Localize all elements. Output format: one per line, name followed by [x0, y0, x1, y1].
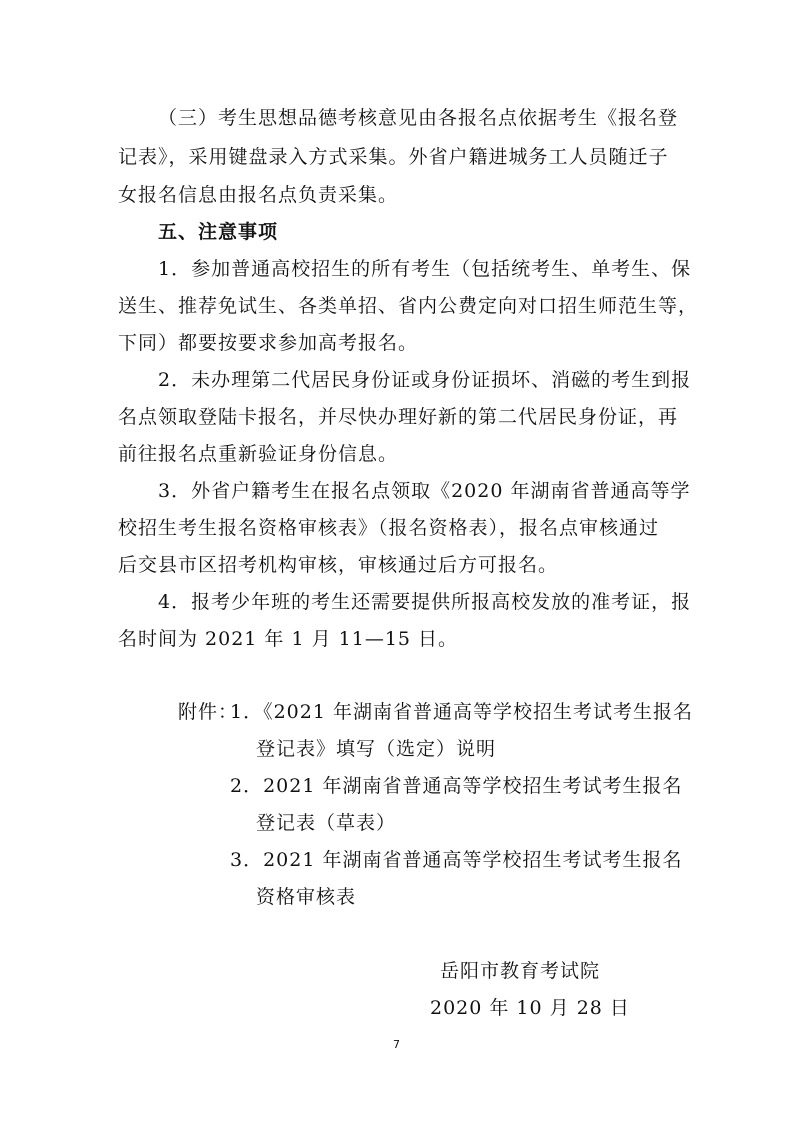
item2-line-1: 2．未办理第二代居民身份证或身份证损坏、消磁的考生到报	[158, 369, 692, 391]
item3-line-1: 3．外省户籍考生在报名点领取《2020 年湖南省普通高等学	[158, 480, 691, 502]
paragraph3-line-1: （三）考生思想品德考核意见由各报名点依据考生《报名登	[158, 107, 679, 129]
item2-line-2: 名点领取登陆卡报名，并尽快办理好新的第二代居民身份证，再	[118, 406, 679, 428]
signature-date: 2020 年 10 月 28 日	[430, 997, 630, 1019]
signature-org: 岳阳市教育考试院	[440, 960, 601, 982]
attachment3-line-2: 资格审核表	[256, 886, 357, 908]
item3-line-2: 校招生考生报名资格审核表》（报名资格表），报名点审核通过	[118, 517, 660, 539]
attachment3-line-1: 3．2021 年湖南省普通高等学校招生考试考生报名	[230, 849, 683, 871]
item3-line-3: 后交县市区招考机构审核，审核通过后方可报名。	[118, 554, 559, 576]
item4-line-2: 名时间为 2021 年 1 月 11—15 日。	[118, 628, 459, 650]
page-number: 7	[393, 1038, 400, 1051]
attachment2-line-1: 2．2021 年湖南省普通高等学校招生考试考生报名	[230, 775, 683, 797]
section5-heading: 五、注意事项	[158, 221, 279, 243]
item1-line-2: 送生、推荐免试生、各类单招、省内公费定向对口招生师范生等，	[118, 295, 699, 317]
paragraph3-line-2: 记表》，采用键盘录入方式采集。外省户籍进城务工人员随迁子	[118, 146, 669, 168]
attachments-label: 附件：	[178, 701, 239, 723]
paragraph3-line-3: 女报名信息由报名点负责采集。	[118, 184, 399, 206]
attachment1-line-1: 1．《2021 年湖南省普通高等学校招生考试考生报名	[230, 701, 693, 723]
item1-line-1: 1．参加普通高校招生的所有考生（包括统考生、单考生、保	[158, 258, 692, 280]
attachment2-line-2: 登记表（草表）	[256, 812, 397, 834]
item4-line-1: 4．报考少年班的考生还需要提供所报高校发放的准考证，报	[158, 591, 692, 613]
item1-line-3: 下同）都要按要求参加高考报名。	[118, 332, 419, 354]
item2-line-3: 前往报名点重新验证身份信息。	[118, 443, 399, 465]
attachment1-line-2: 登记表》填写（选定）说明	[256, 738, 497, 760]
